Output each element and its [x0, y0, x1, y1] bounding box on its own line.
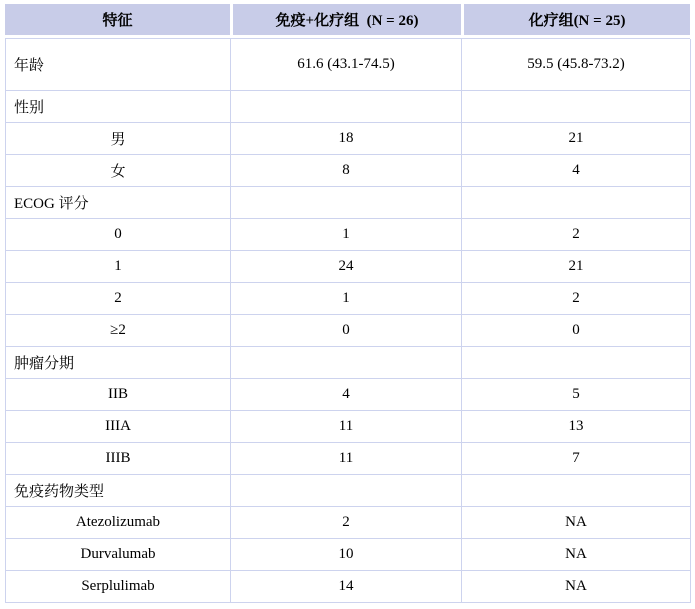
- row-label: 免疫药物类型: [6, 475, 231, 507]
- group1-value: 1: [231, 283, 462, 315]
- row-label: Serplulimab: [6, 571, 231, 603]
- table-row-atezolizumab: [6, 507, 690, 539]
- group2-value: 5: [462, 379, 691, 411]
- group2-value: 0: [462, 315, 691, 347]
- row-label: IIIB: [6, 443, 231, 475]
- table-row-ecog-ge2: [6, 315, 690, 347]
- group2-value: 13: [462, 411, 691, 443]
- table-row-female: [6, 155, 690, 187]
- row-label: Durvalumab: [6, 539, 231, 571]
- table-header-row: [5, 4, 690, 35]
- header-feature: 特征: [5, 4, 230, 35]
- group1-value: [231, 347, 462, 379]
- group1-value: 11: [231, 411, 462, 443]
- row-label: 女: [6, 155, 231, 187]
- row-label: 2: [6, 283, 231, 315]
- table-body: [5, 38, 690, 603]
- group1-value: [231, 475, 462, 507]
- group2-value: NA: [462, 571, 691, 603]
- row-label: ≥2: [6, 315, 231, 347]
- group2-value: [462, 187, 691, 219]
- group1-value: 61.6 (43.1-74.5): [231, 39, 462, 91]
- row-label: 年龄: [6, 39, 231, 91]
- table-row-ecog-1: [6, 251, 690, 283]
- table-row-tumor-stage: [6, 347, 690, 379]
- row-label: IIB: [6, 379, 231, 411]
- table-row-durvalumab: [6, 539, 690, 571]
- group1-value: 4: [231, 379, 462, 411]
- group2-value: 21: [462, 251, 691, 283]
- group1-value: [231, 187, 462, 219]
- row-label: 1: [6, 251, 231, 283]
- table-row-serplulimab: [6, 571, 690, 603]
- group2-value: 2: [462, 219, 691, 251]
- group2-value: 2: [462, 283, 691, 315]
- header-immuno-chemo-group: 免疫+化疗组 (N = 26): [230, 4, 461, 35]
- group1-value: 24: [231, 251, 462, 283]
- group2-value: [462, 475, 691, 507]
- row-label: 男: [6, 123, 231, 155]
- group2-value: 59.5 (45.8-73.2): [462, 39, 691, 91]
- table-row-age: [6, 39, 690, 91]
- row-label: ECOG 评分: [6, 187, 231, 219]
- group2-value: 7: [462, 443, 691, 475]
- table-row-stage-iib: [6, 379, 690, 411]
- table-row-ecog: [6, 187, 690, 219]
- table-row-stage-iiia: [6, 411, 690, 443]
- row-label: IIIA: [6, 411, 231, 443]
- group1-value: 11: [231, 443, 462, 475]
- group1-value: 8: [231, 155, 462, 187]
- group2-value: NA: [462, 539, 691, 571]
- group1-value: [231, 91, 462, 123]
- group1-value: 2: [231, 507, 462, 539]
- group2-value: [462, 347, 691, 379]
- row-label: 性别: [6, 91, 231, 123]
- table-row-immuno-drug-type: [6, 475, 690, 507]
- table-row-stage-iiib: [6, 443, 690, 475]
- group1-value: 14: [231, 571, 462, 603]
- row-label: 0: [6, 219, 231, 251]
- group2-value: NA: [462, 507, 691, 539]
- group2-value: [462, 91, 691, 123]
- group2-value: 4: [462, 155, 691, 187]
- header-chemo-group: 化疗组(N = 25): [461, 4, 690, 35]
- group2-value: 21: [462, 123, 691, 155]
- group1-value: 1: [231, 219, 462, 251]
- table-row-sex: [6, 91, 690, 123]
- table-row-male: [6, 123, 690, 155]
- row-label: Atezolizumab: [6, 507, 231, 539]
- table-row-ecog-0: [6, 219, 690, 251]
- table-row-ecog-2: [6, 283, 690, 315]
- group1-value: 18: [231, 123, 462, 155]
- group1-value: 10: [231, 539, 462, 571]
- row-label: 肿瘤分期: [6, 347, 231, 379]
- group1-value: 0: [231, 315, 462, 347]
